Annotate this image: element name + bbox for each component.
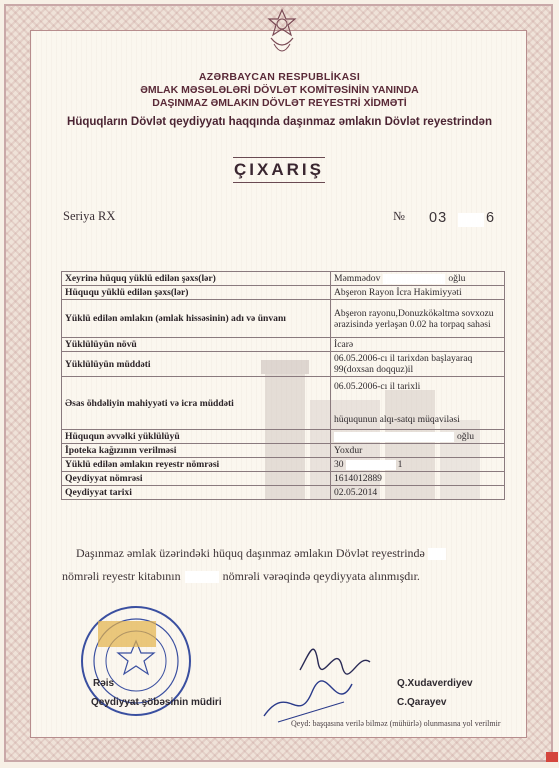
footnote: Qeyd: başqasına verilə bilməz (mühürlə) olunmasına yol verilmir: [291, 719, 501, 728]
row-key: Yüklü edilən əmlakın reyestr nömrəsi: [62, 458, 331, 472]
table-row: [62, 338, 505, 352]
signatory-name-2: C.Qarayev: [397, 697, 447, 708]
table-row: [62, 272, 505, 286]
row-key: Əsas öhdəliyin mahiyyəti və icra müddəti: [62, 377, 331, 430]
row-value: 06.05.2006-cı il tarixdən başlayaraq 99(doxsan doqquz)il: [331, 352, 505, 377]
row-key: Xeyrinə hüquq yüklü edilən şəxs(lər): [62, 272, 331, 286]
number-label: №: [393, 209, 405, 223]
number-prefix: 03: [429, 210, 448, 226]
header-republic: AZƏRBAYCAN RESPUBLİKASI: [198, 71, 361, 83]
row-value: Abşeron rayonu,Donuzkökəltmə sovxozu ərazisində yerləşən 0.02 ha torpaq sahəsi: [331, 300, 505, 338]
table-row: [62, 472, 505, 486]
row-value: 1614012889: [331, 472, 505, 486]
table-row: [62, 286, 505, 300]
row-value: Məmmədov oğlu: [331, 272, 505, 286]
table-row: [62, 352, 505, 377]
table-row: [62, 486, 505, 500]
row-key: İpoteka kağızının verilməsi: [62, 444, 331, 458]
row-key: Hüququ yüklü edilən şəxs(lər): [62, 286, 331, 300]
row-key: Yüklülüyün müddəti: [62, 352, 331, 377]
row-key: Yüklü edilən əmlakın (əmlak hissəsinin) adı və ünvanı: [62, 300, 331, 338]
signatory-title-1: Rəis: [93, 678, 115, 689]
row-key: Hüququn əvvəlki yüklülüyü: [62, 430, 331, 444]
corner-tag: [546, 752, 558, 762]
header-service: DAŞINMAZ ƏMLAKIN DÖVLƏT REYESTRİ XİDMƏTİ: [152, 97, 407, 109]
header-committee: ƏMLAK MƏSƏLƏLƏRİ DÖVLƏT KOMİTƏSİNİN YANINDA: [140, 84, 419, 96]
signatory-title-2: Qeydiyyat şöbəsinin müdiri: [91, 697, 222, 708]
row-key: Qeydiyyat tarixi: [62, 486, 331, 500]
row-key: Yüklülüyün növü: [62, 338, 331, 352]
state-emblem-icon: [265, 8, 299, 62]
document-title: ÇIXARIŞ: [233, 157, 325, 183]
table-row: [62, 444, 505, 458]
header-subtitle: Hüquqların Dövlət qeydiyyatı haqqında daşınmaz əmlakın Dövlət reyestrindən: [67, 116, 492, 128]
number-suffix: 6: [486, 210, 495, 226]
series-label: Seriya RX: [63, 209, 116, 223]
row-value: Abşeron Rayon İcra Hakimiyyəti: [331, 286, 505, 300]
table-row: [62, 458, 505, 472]
table-row: [62, 300, 505, 338]
signatory-name-1: Q.Xudaverdiyev: [397, 678, 473, 689]
row-key: Qeydiyyat nömrəsi: [62, 472, 331, 486]
row-value: İcarə: [331, 338, 505, 352]
row-value: 02.05.2014: [331, 486, 505, 500]
footer-line-2: nömrəli reyestr kitabının nömrəli vərəqində qeydiyyata alınmışdır.: [62, 569, 420, 583]
footer-line-1: Daşınmaz əmlak üzərindəki hüquq daşınmaz əmlakın Dövlət reyestrində: [62, 546, 446, 561]
row-value: Yoxdur: [331, 444, 505, 458]
row-value: oğlu: [331, 430, 505, 444]
table-row: [62, 377, 505, 430]
row-value: 30 1: [331, 458, 505, 472]
row-value: 06.05.2006-cı il tarixli hüququnun alqı-satqı müqaviləsi: [331, 377, 505, 430]
register-table: [61, 271, 505, 500]
redaction-box: [458, 213, 484, 227]
table-row: [62, 430, 505, 444]
